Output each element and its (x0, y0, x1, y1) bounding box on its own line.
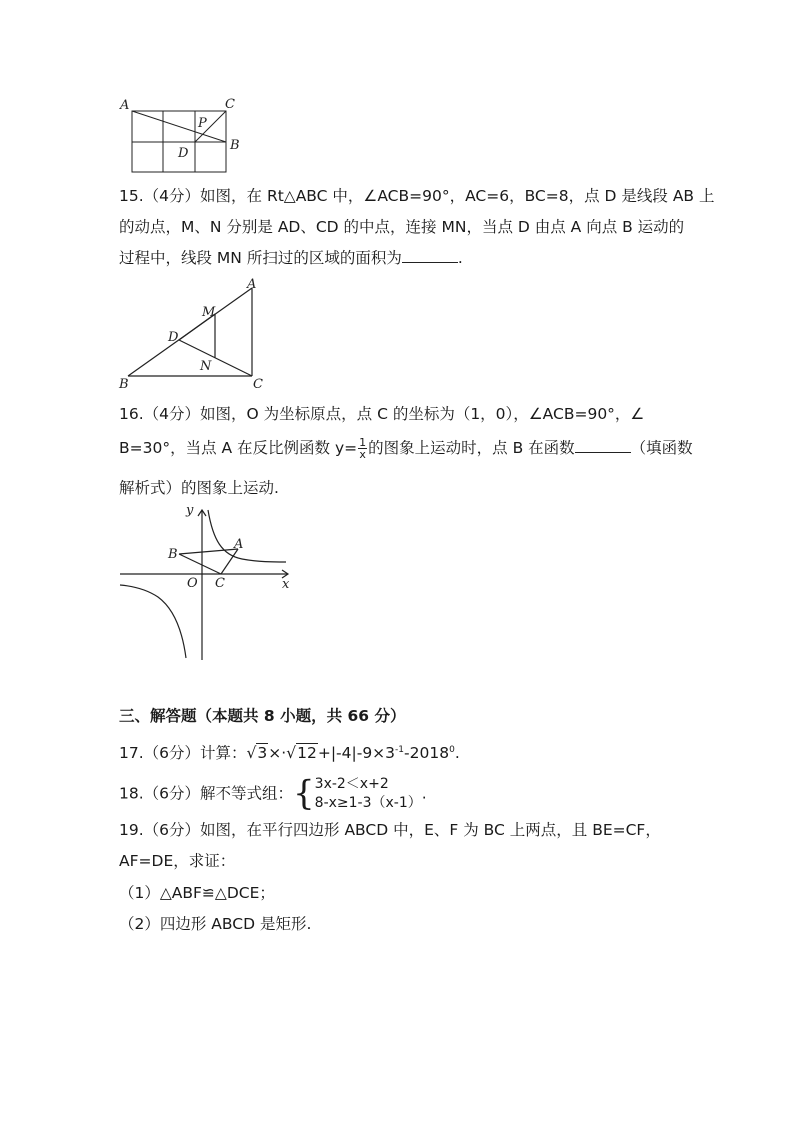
q16-line2-post: （填函数 (630, 439, 693, 457)
answer-blank-q16[interactable] (575, 438, 631, 453)
label-b: B (119, 377, 129, 392)
answer-blank-q15[interactable] (402, 248, 458, 263)
figure-coordinate-q16 (118, 500, 298, 665)
label-p: P (198, 116, 207, 131)
q17-prefix: 17.（6分）计算： (119, 744, 247, 763)
q19-item1: （1）△ABF≌△DCE； (119, 884, 275, 902)
q19-line1: 19.（6分）如图，在平行四边形 ABCD 中，E、F 为 BC 上两点，且 BE=CF， (119, 821, 661, 839)
q17-rest2: -2018 (404, 744, 450, 763)
q19-item2: （2）四边形 ABCD 是矩形. (119, 915, 312, 933)
radicand-3: 3 (257, 744, 268, 763)
q16-line2-mid: 的图象上运动时，点 B 在函数 (368, 439, 575, 457)
q19-line2: AF=DE，求证： (119, 852, 236, 870)
section-heading: 三、解答题（本题共 8 小题，共 66 分） (119, 707, 406, 725)
fraction-1-over-x (358, 437, 367, 460)
label-x-axis: x (282, 577, 290, 592)
q16-line2 (119, 437, 693, 460)
brace-symbol: { (293, 773, 315, 814)
label-y-axis: y (186, 503, 194, 518)
label-b: B (230, 138, 240, 153)
q18-prefix: 18.（6分）解不等式组： (119, 784, 294, 803)
q15-line1: 15.（4分）如图，在 Rt△ABC 中，∠ACB=90°，AC=6，BC=8，点 D 是线段 AB 上 (119, 187, 715, 205)
label-d: D (168, 330, 179, 345)
q15-line3-text: 过程中，线段 MN 所扫过的区域的面积为 (119, 249, 402, 267)
label-origin: O (187, 576, 198, 591)
label-m: M (202, 305, 216, 320)
q15-line3 (119, 247, 463, 269)
label-d: D (178, 146, 189, 161)
q18-end: . (421, 784, 427, 803)
q17-line (119, 739, 460, 764)
label-a: A (247, 277, 257, 292)
label-b: B (168, 547, 178, 562)
q18-line (119, 773, 427, 814)
sqrt-3: √3 (246, 744, 268, 763)
q16-line2-pre: B=30°，当点 A 在反比例函数 y= (119, 439, 358, 457)
figure-triangle-q15 (112, 276, 272, 394)
times-sign: × (268, 744, 282, 763)
radicand-12: 12 (297, 744, 317, 763)
label-a: A (234, 537, 244, 552)
exponent-zero: 0 (449, 745, 455, 755)
sqrt-12: √12 (286, 744, 317, 763)
inequality-2: 8-x≥1-3（x-1） (314, 794, 422, 811)
q16-line3: 解析式）的图象上运动. (119, 479, 279, 497)
label-c: C (215, 576, 225, 591)
fraction-denominator: x (359, 448, 366, 461)
q15-line3-end: . (457, 249, 463, 267)
dot-sign: · (281, 744, 287, 763)
inequality-1: 3x-2＜x+2 (314, 775, 389, 792)
figure-grid-q14 (115, 95, 245, 180)
q17-rest: +|-4|-9×3 (317, 744, 396, 763)
fraction-numerator: 1 (359, 436, 367, 449)
label-n: N (200, 359, 212, 374)
q16-line1: 16.（4分）如图，O 为坐标原点，点 C 的坐标为（1，0），∠ACB=90°，∠ (119, 405, 645, 423)
exponent-neg1: -1 (395, 745, 405, 755)
q15-line2: 的动点，M、N 分别是 AD、CD 的中点，连接 MN，当点 D 由点 A 向点 B 运动的 (119, 218, 685, 236)
inequality-system (315, 775, 422, 813)
q17-end: . (454, 744, 460, 763)
label-c: C (225, 97, 235, 112)
label-c: C (253, 377, 263, 392)
label-a: A (120, 98, 130, 113)
